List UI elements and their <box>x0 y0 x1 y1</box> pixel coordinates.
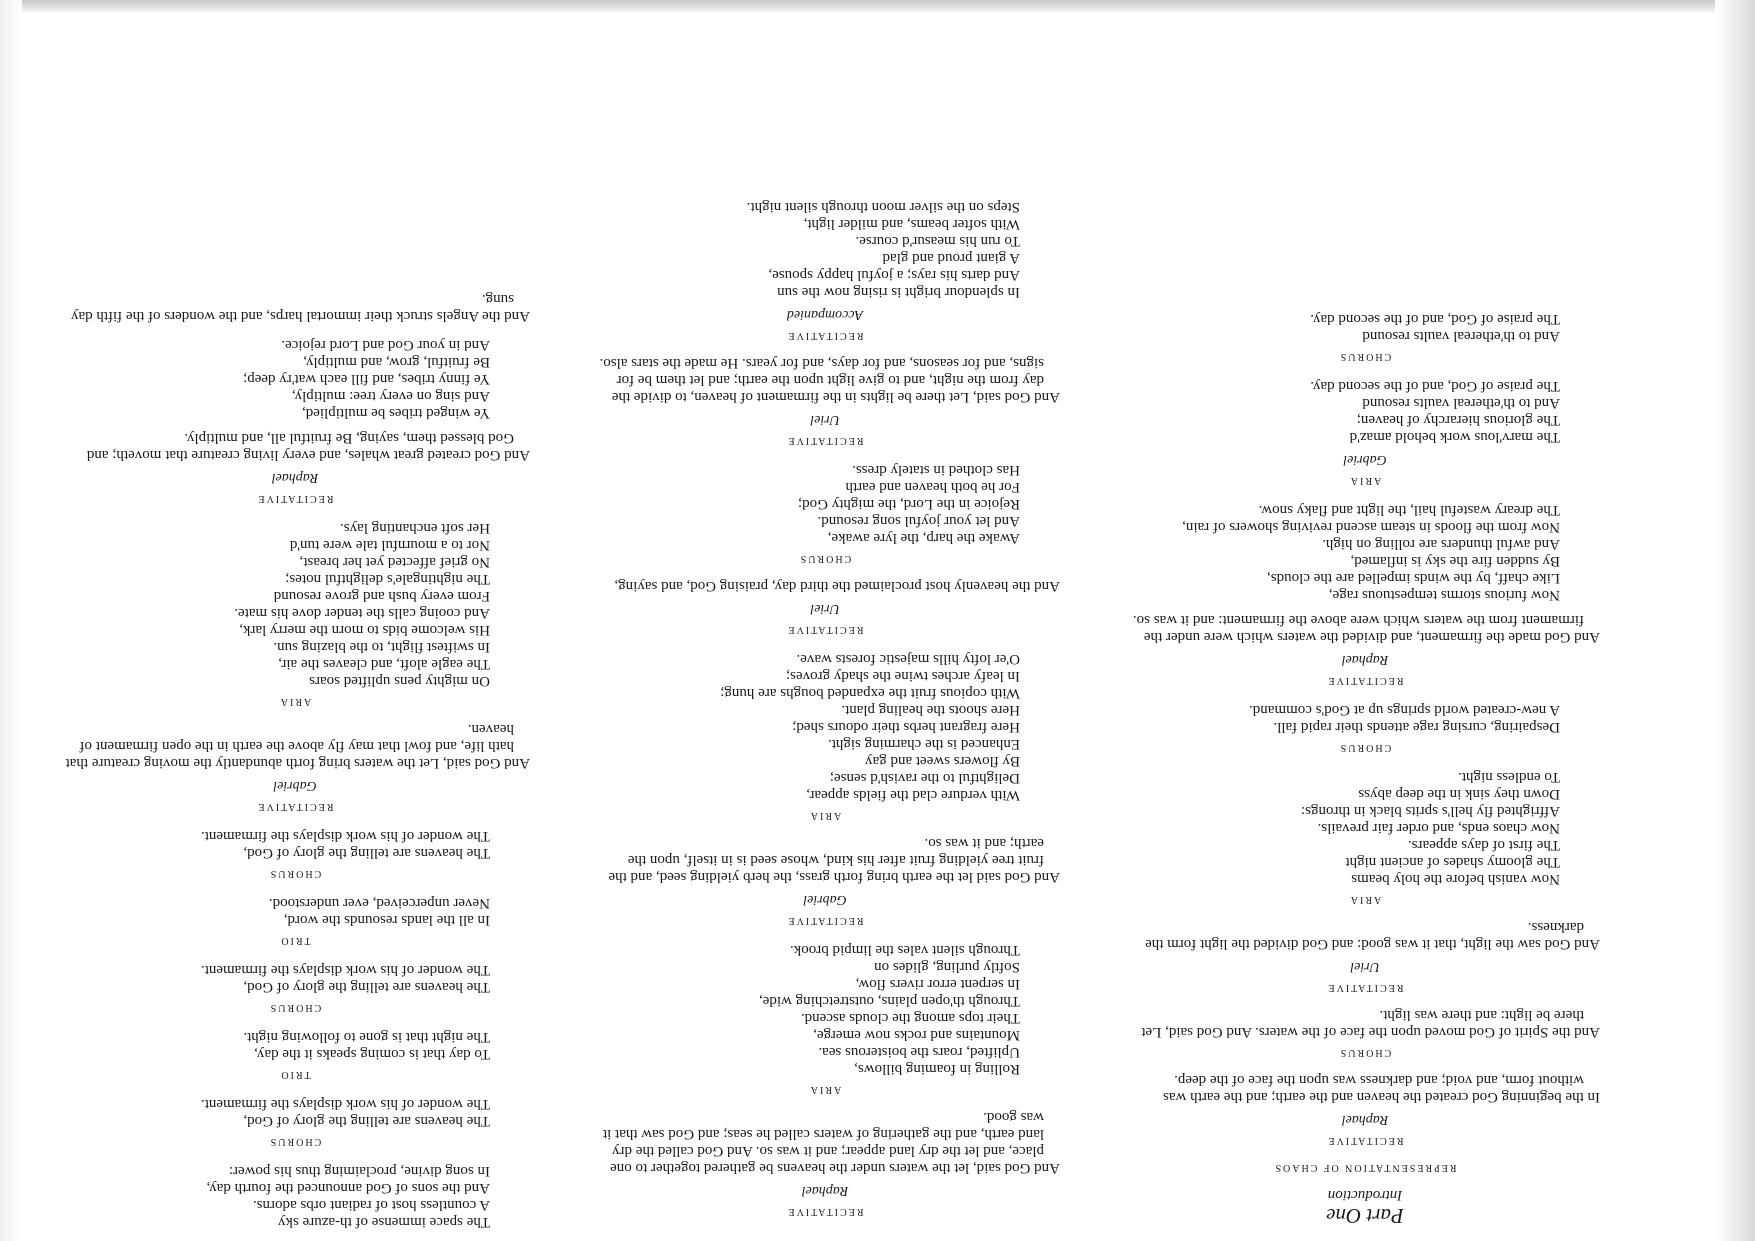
chorus-text: And the Spirit of God moved upon the face of the waters. And God said, Let there be light: and there was light. <box>1141 1007 1600 1040</box>
verse-line: The wonder of his work displays the firmament. <box>200 1096 490 1112</box>
section-heading: ARIA <box>278 696 312 707</box>
verse-line: Uplifted, roars the boisterous sea. <box>818 1044 1020 1060</box>
verse-line: Here fragrant herbs their odours shed; <box>792 719 1020 735</box>
section-heading: CHORUS <box>268 868 322 879</box>
verse-line: Has clothed in stately dress. <box>852 462 1020 478</box>
verse-line: Now from the floods in steam ascend reviving showers of rain, <box>1182 519 1560 535</box>
section-heading: RECITATIVE <box>786 435 864 446</box>
verse-line: Her soft enchanting lays. <box>340 520 490 536</box>
recitative-text: In the beginning God created the heaven and the earth; and the earth was without form, and void; and darkness was upon the face of the deep. <box>1163 1072 1600 1105</box>
verse <box>590 650 1060 803</box>
verse-line: The dreary wasteful hail, the light and flaky snow. <box>1258 502 1560 518</box>
section-heading: CHORUS <box>268 1136 322 1147</box>
verse <box>60 336 530 421</box>
verse-line: With verdure clad the fields appear, <box>806 787 1020 803</box>
verse-line: And to th'ethereal vaults resound <box>1362 395 1560 411</box>
verse-line: The eagle aloft, and cleaves the air, <box>278 656 490 672</box>
verse-line: Now furious storms tempestuous rage, <box>1328 587 1560 603</box>
section-heading: CHORUS <box>798 553 852 564</box>
verse-line: With copious fruit the expanded boughs are hung; <box>720 685 1020 701</box>
verse-line: Like chaff, by the winds impelled are the clouds, <box>1267 570 1560 586</box>
verse-line: A countless host of radiant orbs adorns. <box>252 1197 490 1213</box>
verse <box>590 941 1060 1077</box>
section-heading: CHORUS <box>1338 1047 1392 1058</box>
verse-line: Never unperceived, ever understood. <box>268 895 490 911</box>
verse-line: In swiftest flight, to the blazing sun. <box>273 639 490 655</box>
verse <box>590 461 1060 546</box>
verse-line: The praise of God, and of the second day. <box>1310 311 1560 327</box>
verse <box>1130 501 1600 603</box>
verse-line: To run his measur'd course. <box>855 233 1020 249</box>
verse <box>1130 701 1600 735</box>
verse <box>60 1162 530 1230</box>
speaker-name: Gabriel <box>273 778 317 793</box>
verse <box>1130 768 1600 887</box>
verse-line: Down they sink in the deep abyss <box>1358 786 1560 802</box>
verse-line: Awake the harp, the lyre awake, <box>827 530 1020 546</box>
verse-line: Nor to a mournful tale were tun'd <box>289 537 490 553</box>
verse <box>60 961 530 995</box>
verse-line: In all the lands resounds the word, <box>283 912 490 928</box>
verse-line: Steps on the silver moon through silent night. <box>746 199 1020 215</box>
speaker-name: Uriel <box>810 412 840 427</box>
verse-line: In leafy arches twine the shady groves; <box>785 668 1020 684</box>
verse <box>60 827 530 861</box>
verse-line: To day that is coming speaks it the day, <box>254 1046 490 1062</box>
verse-line: The first of days appears. <box>1407 837 1560 853</box>
verse-line: And darts his rays; a joyful happy spouse, <box>768 267 1020 283</box>
verse-line: Ye finny tribes, and fill each wat'ry deep; <box>243 371 490 387</box>
verse-line: With softer beams, and milder light, <box>803 216 1020 232</box>
verse-line: The heavens are telling the glory of God, <box>243 845 490 861</box>
recitative-text: And God made the firmament, and divided the waters which were under the firmament from the waters which were above the firmament: and it was so. <box>1132 612 1600 645</box>
recitative-text: And God created great whales, and every living creature that moveth; and God blessed them, saying, Be fruitful all, and multiply. <box>86 430 530 463</box>
section-heading: RECITATIVE <box>1326 675 1404 686</box>
verse-line: And awful thunders are rolling on high. <box>1322 536 1560 552</box>
verse <box>1130 377 1600 445</box>
section-heading: CHORUS <box>268 1002 322 1013</box>
section-heading: RECITATIVE <box>256 493 334 504</box>
verse-line: A new-created world springs up at God's command. <box>1249 702 1560 718</box>
section-heading: ARIA <box>1348 475 1382 486</box>
section-heading: RECITATIVE <box>1326 982 1404 993</box>
verse-line: On mighty pens uplifted soars <box>309 673 490 689</box>
recitative-text: And God said, let the waters under the heavens be gathered together to one place, and let the dry land appear; and it was so. And God called the dry land earth, and the gathering of waters called he seas; and God saw that it was good. <box>602 1109 1060 1176</box>
section-heading: TRIO <box>279 935 311 946</box>
verse-line: Now vanish before the holy beams <box>1351 871 1560 887</box>
verse-line: Their tops among the clouds ascend. <box>800 1010 1020 1026</box>
verse-line: By flowers sweet and gay <box>865 753 1020 769</box>
verse-line: Despairing, cursing rage attends their rapid fall. <box>1273 719 1560 735</box>
section-heading: RECITATIVE <box>786 1206 864 1217</box>
verse-line: Rejoice in the Lord, the mighty God; <box>797 496 1020 512</box>
verse-line: And to th'ethereal vaults resound <box>1362 328 1560 344</box>
verse-line: Through th'open plains, outstretching wide, <box>759 993 1020 1009</box>
recitative-text: And God said, Let the waters bring forth abundantly the moving creature that hath life, and fowl that may fly above the earth in the open firmament of heaven. <box>65 721 530 771</box>
speaker-name: Uriel <box>1350 959 1380 974</box>
verse-line: Affrighted fly hell's sprits black in throngs: <box>1300 803 1560 819</box>
verse-line: The night that is gone to following night. <box>243 1029 490 1045</box>
verse-line: Through silent vales the limpid brook. <box>790 942 1020 958</box>
section-heading: ARIA <box>1348 894 1382 905</box>
verse-line: The glorious hierarchy of heaven; <box>1356 412 1560 428</box>
verse-line: The wonder of his work displays the firmament. <box>200 962 490 978</box>
verse-line: And cooing calls the tender dove his mate. <box>234 605 490 621</box>
verse-line: For he both heaven and earth <box>845 479 1020 495</box>
verse-line: Here shoots the healing plant. <box>841 702 1020 718</box>
verse-line: O'er lofty hills majestic forests wave. <box>796 651 1020 667</box>
recitative-text: And God said, Let there be lights in the firmament of heaven, to divide the day from the night, and to give light upon the earth; and let them be for signs, and for seasons, and for days, and for years. He made the stars also. <box>599 355 1060 405</box>
libretto-page <box>40 80 1640 1230</box>
verse-line: And in your God and Lord rejoice. <box>281 337 490 353</box>
verse-line: Now chaos ends, and order fair prevails. <box>1317 820 1560 836</box>
column-1 <box>1130 298 1600 1230</box>
verse-line: From every bush and grove resound <box>273 588 490 604</box>
verse-line: Mountains and rocks now emerge, <box>813 1027 1020 1043</box>
verse <box>590 198 1060 300</box>
section-heading: RECITATIVE <box>1326 1135 1404 1146</box>
speaker-name: Gabriel <box>803 892 847 907</box>
verse-line: Softly purling, glides on <box>874 959 1020 975</box>
verse <box>60 1028 530 1062</box>
verse <box>60 519 530 689</box>
section-heading: REPRESENTATION OF CHAOS <box>1273 1162 1457 1173</box>
section-heading: CHORUS <box>1338 742 1392 753</box>
scan-edge-left <box>0 0 22 1241</box>
section-heading: ARIA <box>808 810 842 821</box>
verse-line: The praise of God, and of the second day. <box>1310 378 1560 394</box>
section-heading: RECITATIVE <box>256 801 334 812</box>
verse-line: His welcome bids to morn the merry lark, <box>239 622 490 638</box>
verse-line: No grief affected yet her breast, <box>299 554 490 570</box>
speaker-name: Raphael <box>801 1183 849 1198</box>
scan-edge-right <box>1715 0 1755 1241</box>
verse-line: Be fruitful, grow, and multiply, <box>303 354 490 370</box>
verse-line: Rolling in foaming billows, <box>854 1061 1020 1077</box>
verse-line: By sudden fire the sky is inflamed, <box>1350 553 1560 569</box>
verse-line: The gloomy shades of ancient night <box>1345 854 1560 870</box>
verse-line: And sing on every tree: multiply, <box>291 388 490 404</box>
verse-line: Enhanced is the charming sight. <box>827 736 1020 752</box>
verse-line: And the sons of God announced the fourth day, <box>206 1180 490 1196</box>
verse-line: The marv'lous work behold amaz'd <box>1349 429 1560 445</box>
verse <box>60 1095 530 1129</box>
part-title: Part One <box>1326 1204 1404 1228</box>
verse-line: Ye winged tribes be multiplied, <box>301 405 490 421</box>
verse-line: And let your joyful song resound. <box>817 513 1020 529</box>
verse-line: The heavens are telling the glory of God, <box>243 1113 490 1129</box>
verse-line: In splendour bright is rising now the sun <box>777 284 1020 300</box>
column-2 <box>590 186 1060 1230</box>
verse-line: The space immense of th-azure sky <box>278 1214 490 1230</box>
speaker-name: Raphael <box>271 470 319 485</box>
section-heading: CHORUS <box>1338 351 1392 362</box>
verse-line: A giant proud and glad <box>882 250 1020 266</box>
speaker-name: Gabriel <box>1343 452 1387 467</box>
section-heading: RECITATIVE <box>786 624 864 635</box>
verse <box>1130 310 1600 344</box>
section-heading: TRIO <box>279 1069 311 1080</box>
verse-line: The wonder of his work displays the firmament. <box>200 828 490 844</box>
section-heading: RECITATIVE <box>786 330 864 341</box>
speaker-name: Raphael <box>1341 652 1389 667</box>
verse <box>60 894 530 928</box>
verse-line: In serpent error rivers flow, <box>855 976 1020 992</box>
verse-line: Delightful to the ravish'd sense; <box>829 770 1020 786</box>
verse-line: The nightingale's delightful notes; <box>285 571 490 587</box>
speaker-name: Accompanied <box>786 307 864 322</box>
recitative-text: And the heavenly host proclaimed the third day, praising God, and saying, <box>614 578 1060 594</box>
section-subtitle: Introduction <box>1327 1187 1403 1203</box>
recitative-text: And the Angels struck their immortal harps, and the wonders of the fifth day sung. <box>70 291 530 324</box>
section-heading: ARIA <box>808 1084 842 1095</box>
verse-line: In song divine, proclaiming thus his power: <box>228 1163 490 1179</box>
recitative-text: And God saw the light, that it was good: and God divided the light form the darkness. <box>1145 919 1600 952</box>
column-3 <box>60 282 530 1230</box>
verse-line: The heavens are telling the glory of God, <box>243 979 490 995</box>
section-heading: RECITATIVE <box>786 915 864 926</box>
scan-edge-top <box>0 0 1755 12</box>
verse-line: To endless night. <box>1458 769 1560 785</box>
speaker-name: Uriel <box>810 601 840 616</box>
recitative-text: And God said let the earth bring forth grass, the herb yielding seed, and the fruit tree yielding fruit after his kind, whose seed is in itself, upon the earth; and it was so. <box>608 835 1060 885</box>
speaker-name: Raphael <box>1341 1112 1389 1127</box>
